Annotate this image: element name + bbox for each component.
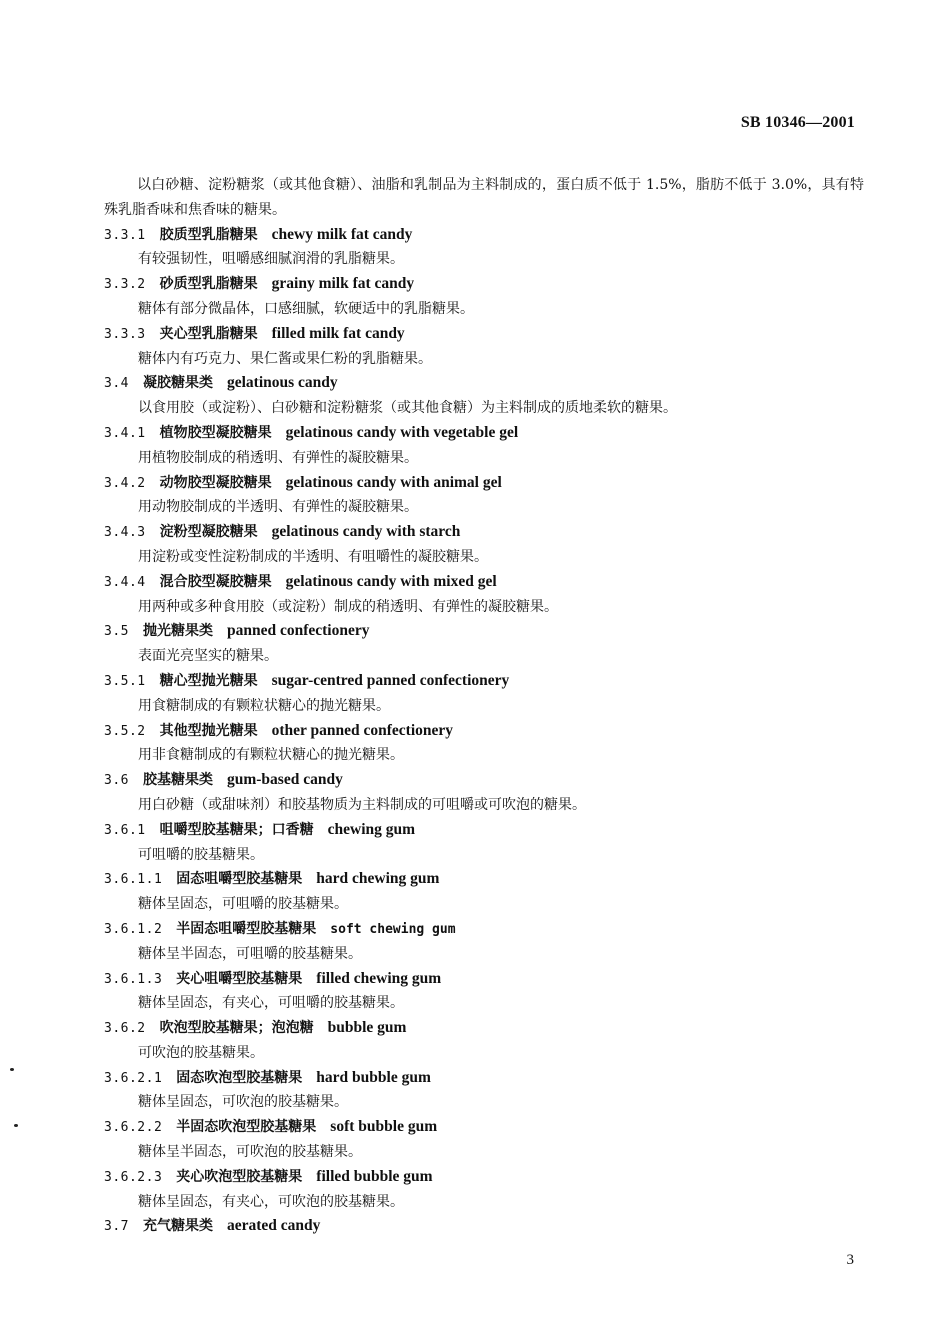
term-definition: 表面光亮坚实的糖果。 — [138, 648, 278, 665]
term-chinese: 动物胶型凝胶糖果 — [159, 474, 272, 491]
term-english: gelatinous candy — [226, 374, 338, 392]
term-heading — [104, 322, 864, 347]
term-heading — [104, 1016, 864, 1041]
term-definition: 糖体呈固态，可咀嚼的胶基糖果。 — [138, 896, 348, 913]
document-id: SB 10346—2001 — [740, 114, 855, 131]
term-english: chewy milk fat candy — [271, 225, 413, 243]
term-definition: 用非食糖制成的有颗粒状糖心的抛光糖果。 — [138, 747, 404, 764]
term-heading — [104, 669, 864, 694]
term-chinese: 其他型抛光糖果 — [159, 722, 258, 739]
term-heading — [104, 818, 864, 843]
term-definition: 用淀粉或变性淀粉制成的半透明、有咀嚼性的凝胶糖果。 — [138, 548, 488, 565]
intro-paragraph: 以白砂糖、淀粉糖浆（或其他食糖）、油脂和乳制品为主料制成的，蛋白质不低于 1.5%，脂肪不低于 3.0%，具有特殊乳脂香味和焦香味的糖果。 — [104, 177, 864, 218]
term-heading — [104, 719, 864, 744]
term-list — [104, 223, 864, 1240]
clause-number: 3.5 — [104, 624, 129, 640]
term-english: bubble gum — [327, 1019, 407, 1037]
clause-number: 3.6.1.3 — [104, 971, 163, 987]
term-heading — [104, 619, 864, 644]
term-english: gelatinous candy with vegetable gel — [285, 423, 519, 441]
term-definition: 可吹泡的胶基糖果。 — [138, 1044, 264, 1061]
clause-number: 3.5.1 — [104, 673, 146, 689]
term-english: sugar-centred panned confectionery — [271, 671, 510, 689]
term-heading — [104, 1115, 864, 1140]
term-chinese: 咀嚼型胶基糖果；口香糖 — [159, 821, 314, 838]
term-english: filled milk fat candy — [271, 324, 405, 342]
term-english: gum-based candy — [226, 771, 343, 789]
term-chinese: 砂质型乳脂糖果 — [159, 276, 258, 293]
term-definition: 以食用胶（或淀粉）、白砂糖和淀粉糖浆（或其他食糖）为主料制成的质地柔软的糖果。 — [138, 400, 677, 417]
document-body — [104, 173, 864, 1239]
term-chinese: 半固态咀嚼型胶基糖果 — [176, 920, 317, 937]
term-heading — [104, 520, 864, 545]
term-chinese: 夹心吹泡型胶基糖果 — [176, 1168, 303, 1185]
term-heading — [104, 768, 864, 793]
term-english: gelatinous candy with mixed gel — [285, 572, 497, 590]
clause-number: 3.3.2 — [104, 277, 146, 293]
term-english: gelatinous candy with starch — [271, 523, 461, 541]
page-number: 3 — [846, 1252, 854, 1268]
clause-number: 3.4.1 — [104, 425, 146, 441]
clause-number: 3.6.2.1 — [104, 1070, 163, 1086]
term-definition: 糖体呈固态，有夹心，可吹泡的胶基糖果。 — [138, 1193, 404, 1210]
term-definition: 可咀嚼的胶基糖果。 — [138, 846, 264, 863]
term-heading — [104, 570, 864, 595]
clause-number: 3.4.3 — [104, 525, 146, 541]
term-chinese: 胶基糖果类 — [142, 772, 213, 789]
term-heading — [104, 1066, 864, 1091]
term-definition: 糖体呈固态，有夹心，可咀嚼的胶基糖果。 — [138, 995, 404, 1012]
term-heading — [104, 223, 864, 248]
term-heading — [104, 917, 864, 942]
term-chinese: 夹心咀嚼型胶基糖果 — [176, 970, 303, 987]
clause-number: 3.4.4 — [104, 574, 146, 590]
term-english: hard chewing gum — [316, 870, 440, 888]
term-english: panned confectionery — [226, 622, 370, 640]
term-heading — [104, 471, 864, 496]
term-definition: 有较强韧性，咀嚼感细腻润滑的乳脂糖果。 — [138, 251, 404, 268]
term-heading — [104, 371, 864, 396]
term-english: soft bubble gum — [330, 1118, 438, 1136]
term-heading — [104, 272, 864, 297]
term-chinese: 吹泡型胶基糖果；泡泡糖 — [159, 1020, 314, 1037]
term-english: aerated candy — [226, 1217, 321, 1235]
scan-speck — [10, 1068, 14, 1071]
term-definition: 用食糖制成的有颗粒状糖心的抛光糖果。 — [138, 697, 390, 714]
term-chinese: 植物胶型凝胶糖果 — [159, 424, 272, 441]
term-english: hard bubble gum — [316, 1068, 431, 1086]
term-chinese: 混合胶型凝胶糖果 — [159, 573, 272, 590]
term-heading — [104, 421, 864, 446]
term-chinese: 胶质型乳脂糖果 — [159, 226, 258, 243]
clause-number: 3.6.2.3 — [104, 1169, 163, 1185]
term-english: other panned confectionery — [271, 721, 454, 739]
clause-number: 3.3.1 — [104, 227, 146, 243]
term-english: filled chewing gum — [316, 969, 442, 987]
term-chinese: 淀粉型凝胶糖果 — [159, 524, 258, 541]
term-definition: 用白砂糖（或甜味剂）和胶基物质为主料制成的可咀嚼或可吹泡的糖果。 — [138, 796, 586, 813]
term-chinese: 凝胶糖果类 — [142, 375, 213, 392]
clause-number: 3.6.1.2 — [104, 921, 163, 937]
clause-number: 3.7 — [104, 1219, 129, 1235]
term-english: soft chewing gum — [330, 921, 456, 937]
term-chinese: 夹心型乳脂糖果 — [159, 325, 258, 342]
term-chinese: 充气糖果类 — [142, 1218, 213, 1235]
term-definition: 用植物胶制成的稍透明、有弹性的凝胶糖果。 — [138, 449, 418, 466]
clause-number: 3.6.1 — [104, 822, 146, 838]
term-chinese: 固态吹泡型胶基糖果 — [176, 1069, 303, 1086]
term-chinese: 糖心型抛光糖果 — [159, 672, 258, 689]
clause-number: 3.5.2 — [104, 723, 146, 739]
term-chinese: 固态咀嚼型胶基糖果 — [176, 871, 303, 888]
term-english: gelatinous candy with animal gel — [285, 473, 502, 491]
term-english: chewing gum — [327, 820, 416, 838]
term-definition: 糖体呈半固态，可咀嚼的胶基糖果。 — [138, 945, 362, 962]
term-definition: 糖体内有巧克力、果仁酱或果仁粉的乳脂糖果。 — [138, 350, 432, 367]
scan-speck — [14, 1124, 18, 1127]
clause-number: 3.6.1.1 — [104, 872, 163, 888]
term-definition: 糖体呈半固态，可吹泡的胶基糖果。 — [138, 1144, 362, 1161]
clause-number: 3.6.2 — [104, 1021, 146, 1037]
term-definition: 用动物胶制成的半透明、有弹性的凝胶糖果。 — [138, 499, 418, 516]
term-heading — [104, 867, 864, 892]
clause-number: 3.4 — [104, 376, 129, 392]
term-heading — [104, 1165, 864, 1190]
term-english: filled bubble gum — [316, 1167, 433, 1185]
term-definition: 糖体有部分微晶体，口感细腻，软硬适中的乳脂糖果。 — [138, 300, 474, 317]
term-definition: 用两种或多种食用胶（或淀粉）制成的稍透明、有弹性的凝胶糖果。 — [138, 598, 558, 615]
clause-number: 3.6.2.2 — [104, 1120, 163, 1136]
term-chinese: 抛光糖果类 — [142, 623, 213, 640]
term-chinese: 半固态吹泡型胶基糖果 — [176, 1119, 317, 1136]
clause-number: 3.6 — [104, 773, 129, 789]
term-definition: 糖体呈固态，可吹泡的胶基糖果。 — [138, 1094, 348, 1111]
clause-number: 3.4.2 — [104, 475, 146, 491]
term-english: grainy milk fat candy — [271, 275, 415, 293]
term-heading — [104, 1214, 864, 1239]
clause-number: 3.3.3 — [104, 326, 146, 342]
term-heading — [104, 967, 864, 992]
